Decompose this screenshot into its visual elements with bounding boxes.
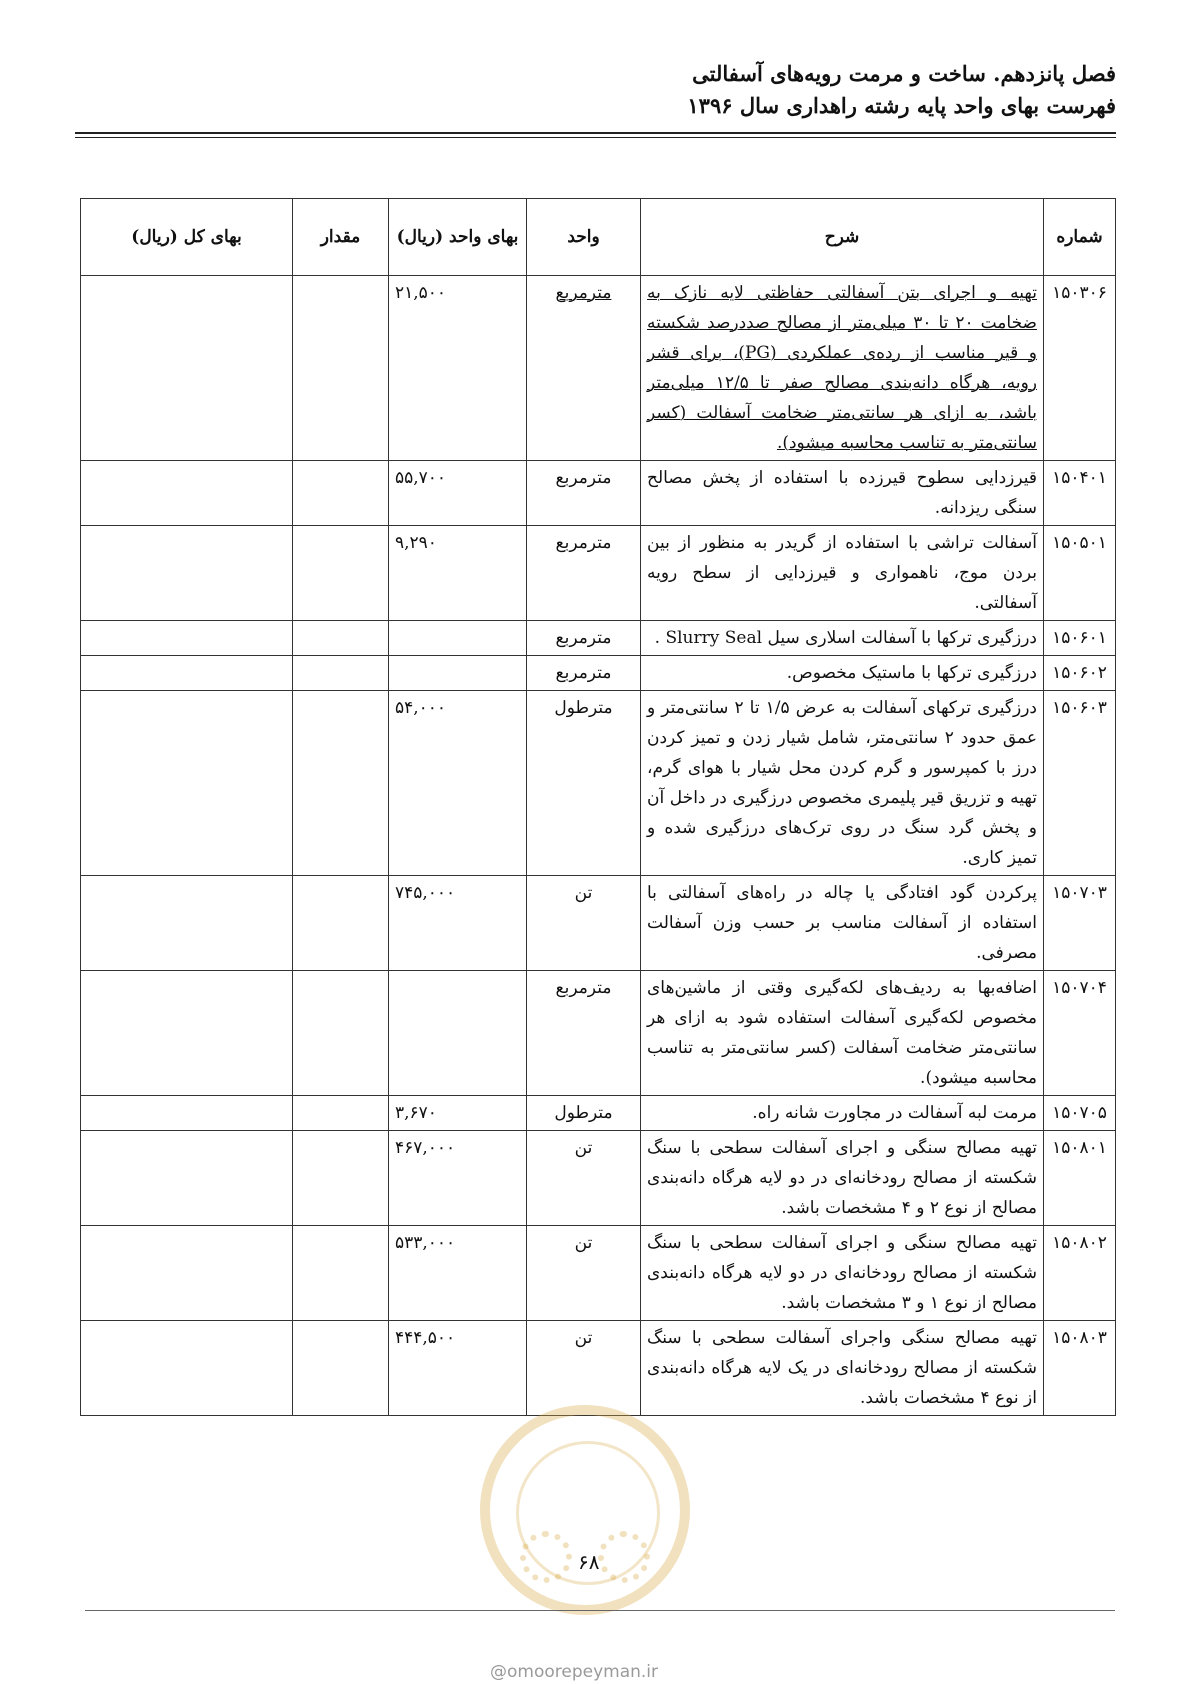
- row-unit-price: ۳,۶۷۰: [389, 1096, 527, 1131]
- watermark-gear-icon: [598, 1531, 650, 1583]
- row-unit: مترمربع: [527, 461, 641, 526]
- row-desc: درزگیری ترکهای آسفالت به عرض ۱/۵ تا ۲ سانتی‌متر و عمق حدود ۲ سانتی‌متر، شامل شیار زدن و تمیز کردن درز با کمپرسور و گرم کردن محل شیار با هوای گرم، تهیه و تزریق قیر پلیمری مخصوص درزگیری در داخل آن و پخش گرد سنگ در روی ترک‌های درزگیری شده و تمیز کاری.: [641, 691, 1044, 876]
- row-code: ۱۵۰۸۰۳: [1044, 1321, 1116, 1416]
- row-unit-price: ۵۳۳,۰۰۰: [389, 1226, 527, 1321]
- row-code: ۱۵۰۴۰۱: [1044, 461, 1116, 526]
- row-total: [81, 691, 293, 876]
- row-total: [81, 461, 293, 526]
- table-row: [81, 656, 1116, 691]
- row-desc: تهیه مصالح سنگی و اجرای آسفالت سطحی با سنگ شکسته از مصالح رودخانه‌ای در دو لایه هرگاه دانه‌بندی مصالح از نوع ۱ و ۳ مشخصات باشد.: [641, 1226, 1044, 1321]
- row-qty: [293, 1131, 389, 1226]
- row-unit-price: ۵۵,۷۰۰: [389, 461, 527, 526]
- list-title: فهرست بهای واحد پایه رشته راهداری سال ۱۳۹۶: [687, 93, 1116, 118]
- price-table: [80, 198, 1116, 1416]
- row-desc: مرمت لبه آسفالت در مجاورت شانه راه.: [641, 1096, 1044, 1131]
- row-qty: [293, 1321, 389, 1416]
- row-unit-price: [389, 656, 527, 691]
- row-desc: تهیه مصالح سنگی و اجرای آسفالت سطحی با سنگ شکسته از مصالح رودخانه‌ای در دو لایه هرگاه دانه‌بندی مصالح از نوع ۲ و ۴ مشخصات باشد.: [641, 1131, 1044, 1226]
- row-code: ۱۵۰۳۰۶: [1044, 276, 1116, 461]
- row-total: [81, 656, 293, 691]
- row-unit: مترطول: [527, 1096, 641, 1131]
- row-unit-price: ۵۴,۰۰۰: [389, 691, 527, 876]
- row-code: ۱۵۰۵۰۱: [1044, 526, 1116, 621]
- row-qty: [293, 276, 389, 461]
- row-code: ۱۵۰۷۰۳: [1044, 876, 1116, 971]
- row-desc: درزگیری ترکها با ماستیک مخصوص.: [641, 656, 1044, 691]
- header-rule-thin: [75, 137, 1116, 138]
- row-unit-price: ۲۱,۵۰۰: [389, 276, 527, 461]
- row-code: ۱۵۰۸۰۱: [1044, 1131, 1116, 1226]
- table-row: [81, 461, 1116, 526]
- table-row: [81, 691, 1116, 876]
- header-total: بهای کل (ریال): [81, 199, 293, 276]
- header-unit: واحد: [527, 199, 641, 276]
- row-total: [81, 876, 293, 971]
- page-header: [76, 58, 1116, 122]
- table-row: [81, 876, 1116, 971]
- row-qty: [293, 876, 389, 971]
- row-desc: درزگیری ترکها با آسفالت اسلاری سیل Slurry Seal .: [641, 621, 1044, 656]
- row-total: [81, 526, 293, 621]
- row-unit: تن: [527, 1226, 641, 1321]
- row-qty: [293, 691, 389, 876]
- row-unit: مترمربع: [527, 971, 641, 1096]
- table-row: [81, 526, 1116, 621]
- row-unit-price: [389, 621, 527, 656]
- row-unit-price: [389, 971, 527, 1096]
- row-total: [81, 1096, 293, 1131]
- row-qty: [293, 621, 389, 656]
- row-unit: مترمربع: [527, 276, 641, 461]
- table-row: [81, 1226, 1116, 1321]
- footer-watermark-text: @omoorepeyman.ir: [490, 1662, 659, 1682]
- row-unit: تن: [527, 1131, 641, 1226]
- row-unit: مترمربع: [527, 621, 641, 656]
- row-total: [81, 1131, 293, 1226]
- row-total: [81, 1321, 293, 1416]
- row-desc: تهیه مصالح سنگی واجرای آسفالت سطحی با سنگ شکسته از مصالح رودخانه‌ای در یک لایه هرگاه دانه‌بندی از نوع ۴ مشخصات باشد.: [641, 1321, 1044, 1416]
- row-unit-price: ۴۶۷,۰۰۰: [389, 1131, 527, 1226]
- row-desc: تهیه و اجرای بتن آسفالتی حفاظتی لایه نازک به ضخامت ۲۰ تا ۳۰ میلی‌متر از مصالح صددرصد شکسته و قیر مناسب از رده‌ی عملکردی (PG)، برای قشر رویه، هرگاه دانه‌بندی مصالح صفر تا ۱۲/۵ میلی‌متر باشد، به ازای هر سانتی‌متر ضخامت آسفالت (کسر سانتی‌متر به تناسب محاسبه میشود).: [641, 276, 1044, 461]
- row-code: ۱۵۰۷۰۵: [1044, 1096, 1116, 1131]
- header-rule-thick: [75, 132, 1116, 134]
- row-unit: تن: [527, 1321, 641, 1416]
- row-qty: [293, 526, 389, 621]
- header-qty: مقدار: [293, 199, 389, 276]
- row-unit: مترمربع: [527, 526, 641, 621]
- table-row: [81, 1131, 1116, 1226]
- row-desc: اضافه‌بها به ردیف‌های لکه‌گیری وقتی از ماشین‌های مخصوص لکه‌گیری آسفالت استفاده شود به ازای هر سانتی‌متر ضخامت آسفالت (کسر سانتی‌متر به تناسب محاسبه میشود).: [641, 971, 1044, 1096]
- row-qty: [293, 1096, 389, 1131]
- row-unit: تن: [527, 876, 641, 971]
- table-row: [81, 621, 1116, 656]
- footer-rule: [85, 1610, 1115, 1611]
- row-total: [81, 971, 293, 1096]
- row-desc: پرکردن گود افتادگی یا چاله در راه‌های آسفالتی با استفاده از آسفالت مناسب بر حسب وزن آسفالت مصرفی.: [641, 876, 1044, 971]
- table-row: [81, 1096, 1116, 1131]
- row-qty: [293, 1226, 389, 1321]
- table-row: [81, 1321, 1116, 1416]
- row-code: ۱۵۰۷۰۴: [1044, 971, 1116, 1096]
- row-code: ۱۵۰۶۰۳: [1044, 691, 1116, 876]
- row-code: ۱۵۰۶۰۱: [1044, 621, 1116, 656]
- row-total: [81, 621, 293, 656]
- row-unit: مترمربع: [527, 656, 641, 691]
- row-total: [81, 1226, 293, 1321]
- table-row: [81, 276, 1116, 461]
- row-total: [81, 276, 293, 461]
- row-qty: [293, 461, 389, 526]
- row-qty: [293, 971, 389, 1096]
- header-code: شماره: [1044, 199, 1116, 276]
- table-row: [81, 971, 1116, 1096]
- table-header-row: [81, 199, 1116, 276]
- row-unit: مترطول: [527, 691, 641, 876]
- row-unit-price: ۴۴۴,۵۰۰: [389, 1321, 527, 1416]
- row-code: ۱۵۰۸۰۲: [1044, 1226, 1116, 1321]
- row-qty: [293, 656, 389, 691]
- row-code: ۱۵۰۶۰۲: [1044, 656, 1116, 691]
- header-desc: شرح: [641, 199, 1044, 276]
- row-unit-price: ۹,۲۹۰: [389, 526, 527, 621]
- watermark-gear-icon: [520, 1531, 572, 1583]
- chapter-title: فصل پانزدهم. ساخت و مرمت رویه‌های آسفالتی: [692, 61, 1116, 86]
- row-desc: آسفالت تراشی با استفاده از گریدر به منظور از بین بردن موج، ناهمواری و قیرزدایی از سطح رویه آسفالتی.: [641, 526, 1044, 621]
- header-unit-price: بهای واحد (ریال): [389, 199, 527, 276]
- row-unit-price: ۷۴۵,۰۰۰: [389, 876, 527, 971]
- watermark-seal-icon: [480, 1405, 690, 1615]
- row-desc: قیرزدایی سطوح قیرزده با استفاده از پخش مصالح سنگی ریزدانه.: [641, 461, 1044, 526]
- page-number: ۶۸: [578, 1550, 600, 1574]
